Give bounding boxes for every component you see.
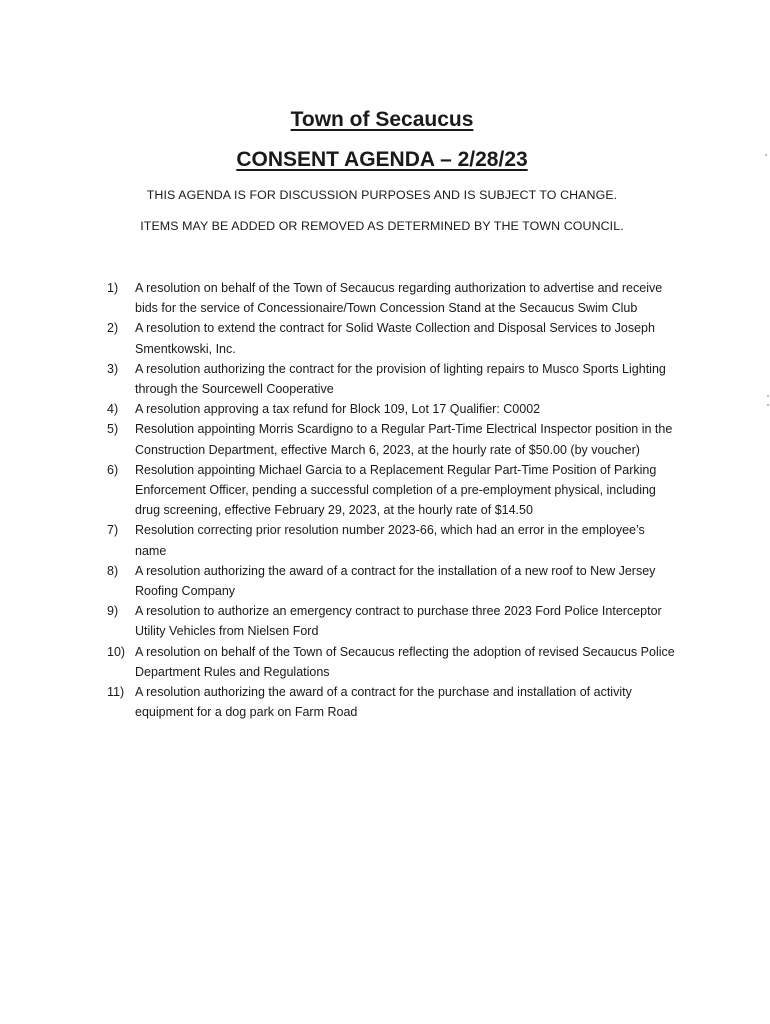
agenda-item [107, 318, 677, 358]
agenda-item-number: 8) [107, 563, 119, 578]
agenda-item-text: Resolution appointing Michael Garcia to a Replacement Regular Part-Time Position of Parking Enforcement Officer, pending a successful completion of a pre-employment physical, including drug screening, effective February 29, 2023, at the hourly rate of $14.50 [135, 462, 657, 518]
agenda-item-list [107, 278, 677, 722]
agenda-item [107, 419, 677, 459]
agenda-item-number: 10) [107, 644, 126, 659]
agenda-item-text: A resolution authorizing the award of a contract for the purchase and installation of activity equipment for a dog park on Farm Road [135, 685, 632, 720]
agenda-item-number: 5) [107, 422, 119, 437]
agenda-title: CONSENT AGENDA – 2/28/23 [236, 148, 528, 171]
agenda-item-text: Resolution correcting prior resolution number 2023-66, which had an error in the employee’s name [135, 523, 645, 558]
agenda-item-text: A resolution approving a tax refund for Block 109, Lot 17 Qualifier: C0002 [135, 402, 541, 417]
agenda-item [107, 460, 677, 521]
agenda-item-number: 7) [107, 523, 119, 538]
scan-speck [767, 395, 769, 397]
scan-speck [765, 154, 767, 156]
agenda-item-text: A resolution to authorize an emergency contract to purchase three 2023 Ford Police Interceptor Utility Vehicles from Nielsen Ford [135, 604, 662, 639]
agenda-item-number: 1) [107, 281, 119, 295]
agenda-item-text: A resolution to extend the contract for Solid Waste Collection and Disposal Services to Joseph Smentkowski, Inc. [135, 321, 655, 356]
agenda-item-text: A resolution authorizing the contract for the provision of lighting repairs to Musco Sports Lighting through the Sourcewell Cooperative [135, 361, 666, 397]
agenda-notice-line-1: THIS AGENDA IS FOR DISCUSSION PURPOSES AND IS SUBJECT TO CHANGE. [146, 188, 618, 202]
agenda-item [107, 359, 677, 399]
agenda-item [107, 601, 677, 641]
agenda-item-text: A resolution authorizing the award of a contract for the installation of a new roof to New Jersey Roofing Company [135, 563, 656, 599]
town-title: Town of Secaucus [290, 108, 474, 131]
agenda-item-number: 6) [107, 462, 119, 477]
agenda-item [107, 278, 677, 318]
agenda-item [107, 561, 677, 601]
agenda-item-text: A resolution on behalf of the Town of Secaucus reflecting the adoption of revised Secaucus Police Department Rules and Regulations [135, 644, 675, 679]
agenda-item [107, 520, 677, 560]
scan-speck [767, 404, 769, 406]
agenda-item-number: 11) [107, 685, 125, 700]
agenda-item [107, 682, 677, 722]
agenda-item-number: 3) [107, 361, 119, 376]
agenda-item-number: 2) [107, 321, 119, 336]
agenda-item-number: 9) [107, 604, 119, 619]
agenda-item-text: Resolution appointing Morris Scardigno to a Regular Part-Time Electrical Inspector position in the Construction Department, effective March 6, 2023, at the hourly rate of $50.00 (by voucher) [135, 422, 673, 457]
agenda-item [107, 399, 677, 419]
agenda-notice-line-2: ITEMS MAY BE ADDED OR REMOVED AS DETERMINED BY THE TOWN COUNCIL. [140, 219, 624, 233]
agenda-item-text: A resolution on behalf of the Town of Secaucus regarding authorization to advertise and receive bids for the service of Concessionaire/Town Concession Stand at the Secaucus Swim Club [135, 281, 663, 316]
agenda-item-number: 4) [107, 402, 119, 417]
agenda-item [107, 642, 677, 682]
